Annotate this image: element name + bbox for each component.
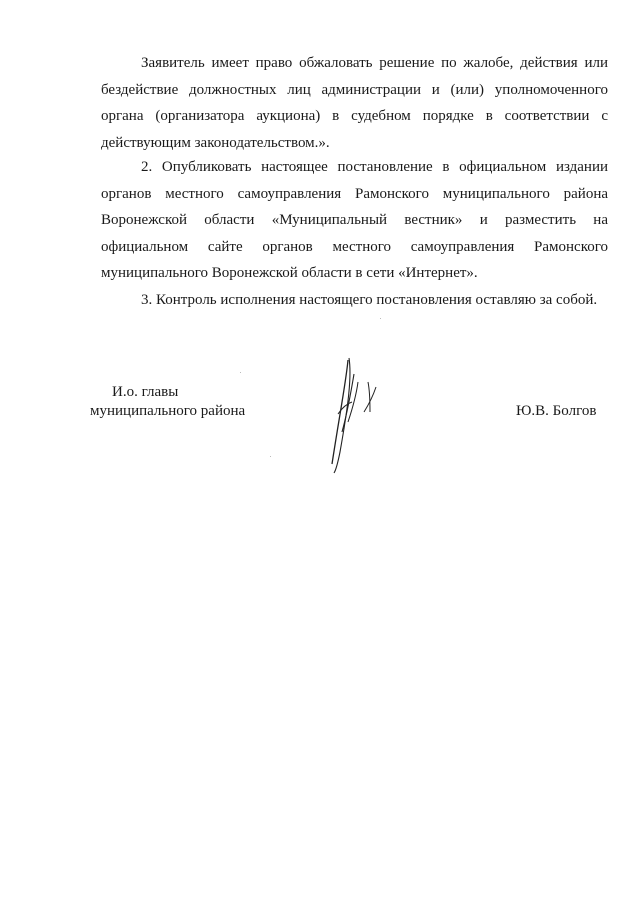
paragraph-publication: 2. Опубликовать настоящее постановление в официальном издании органов местного самоуправления Рамонского муниципального района Воронежской области «Муниципальный вестник» и разместить на официальном сайте органов местного самоуправления Рамонского муниципального Воронежской области в сети «Интернет». [101,159,608,281]
scan-speck [270,456,271,457]
scan-speck [240,372,241,373]
scan-speck [380,318,381,319]
signatory-title-line2: муниципального района [90,403,246,419]
signatory-title-line1: И.о. главы [112,384,179,400]
signatory-name: Ю.В. Болгов [516,403,597,419]
paragraph-control: 3. Контроль исполнения настоящего постановления оставляю за собой. [141,292,598,308]
handwritten-signature [318,352,388,477]
signatory-title [90,383,245,421]
paragraph-appeal-right: Заявитель имеет право обжаловать решение по жалобе, действия или бездействие должностных лиц администрации и (или) уполномоченного органа (организатора аукциона) в судебном порядке в соответствии с действующим законодательством.». [101,55,608,151]
